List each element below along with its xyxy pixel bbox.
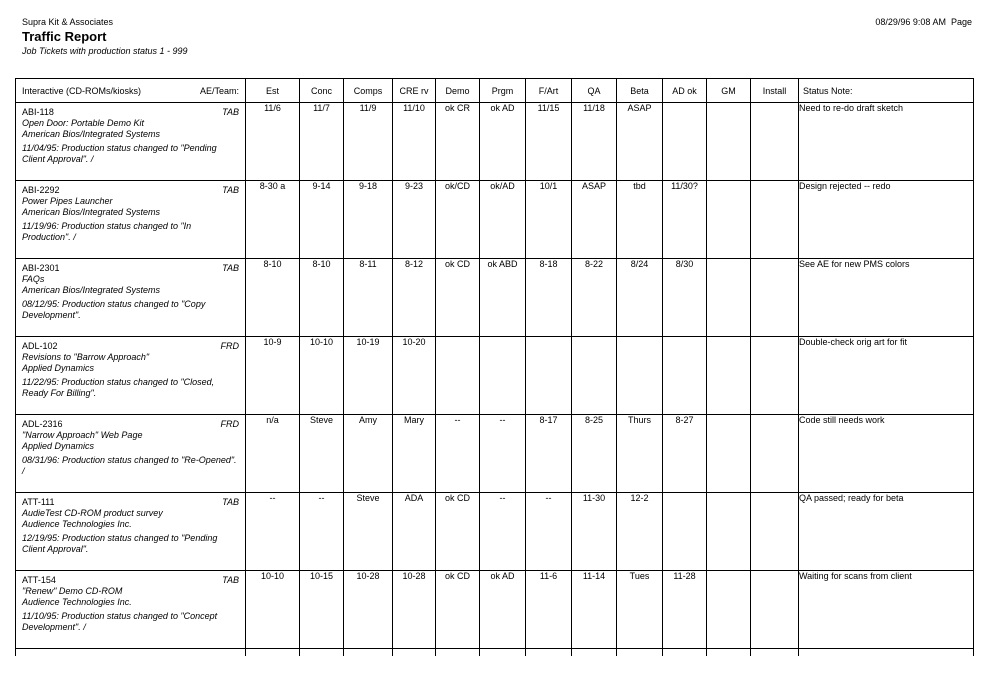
column-header: Conc	[300, 79, 344, 103]
header-row	[16, 79, 974, 103]
empty-cell	[526, 649, 572, 657]
milestone-cell: 8-12	[393, 259, 436, 337]
milestone-cell: --	[480, 493, 526, 571]
table-row	[16, 103, 974, 181]
milestone-cell: 10-10	[300, 337, 344, 415]
milestone-cell: 8/30	[663, 259, 707, 337]
milestone-cell: Tues	[617, 571, 663, 649]
milestone-cell: 10-19	[344, 337, 393, 415]
column-header-category: Interactive (CD-ROMs/kiosks)	[22, 85, 142, 96]
milestone-cell	[707, 415, 751, 493]
job-status-note: 08/31/96: Production status changed to "Re-Opened". /	[22, 455, 237, 476]
job-cell	[16, 415, 246, 493]
job-status-note: 12/19/95: Production status changed to "Pending Client Approval".	[22, 533, 218, 554]
milestone-cell: tbd	[617, 181, 663, 259]
milestone-cell: 8-22	[572, 259, 617, 337]
job-id: ABI-2301	[22, 263, 60, 273]
empty-cell	[246, 649, 300, 657]
status-note-cell: Code still needs work	[799, 415, 974, 493]
milestone-cell: Steve	[300, 415, 344, 493]
empty-cell	[663, 649, 707, 657]
job-name: "Narrow Approach" Web Page	[22, 430, 143, 440]
empty-cell	[480, 649, 526, 657]
company-name: Supra Kit & Associates	[22, 17, 114, 27]
report-datetime: 08/29/96 9:08 AM	[875, 17, 946, 27]
milestone-cell	[663, 337, 707, 415]
milestone-cell: 11/18	[572, 103, 617, 181]
empty-cell	[300, 649, 344, 657]
column-header: Status Note:	[799, 79, 974, 103]
job-cell	[16, 571, 246, 649]
milestone-cell: --	[436, 415, 480, 493]
milestone-cell	[663, 103, 707, 181]
milestone-cell: 8-10	[246, 259, 300, 337]
milestone-cell	[707, 571, 751, 649]
status-note-cell: See AE for new PMS colors	[799, 259, 974, 337]
job-name: Power Pipes Launcher	[22, 196, 113, 206]
job-name: Open Door: Portable Demo Kit	[22, 118, 145, 128]
milestone-cell: Mary	[393, 415, 436, 493]
column-header-job	[16, 79, 246, 103]
milestone-cell: ok/CD	[436, 181, 480, 259]
milestone-cell	[707, 259, 751, 337]
milestone-cell	[751, 493, 799, 571]
job-client: Audience Technologies Inc.	[22, 597, 132, 607]
job-name: FAQs	[22, 274, 45, 284]
milestone-cell	[480, 337, 526, 415]
milestone-cell: ok/AD	[480, 181, 526, 259]
milestone-cell: 12-2	[617, 493, 663, 571]
milestone-cell: 11/6	[246, 103, 300, 181]
traffic-table	[15, 78, 974, 656]
table-row-continued	[16, 649, 974, 657]
job-team: FRD	[220, 419, 239, 429]
job-client: American Bios/Integrated Systems	[22, 285, 161, 295]
job-team: TAB	[222, 263, 239, 273]
job-client: American Bios/Integrated Systems	[22, 207, 161, 217]
job-client: Applied Dynamics	[22, 363, 95, 373]
table-row	[16, 259, 974, 337]
column-header: Est	[246, 79, 300, 103]
report-title: Traffic Report	[22, 29, 107, 44]
job-status-note: 11/04/95: Production status changed to "Pending Client Approval". /	[22, 143, 217, 164]
job-name: AudieTest CD-ROM product survey	[22, 508, 163, 518]
milestone-cell: 11-14	[572, 571, 617, 649]
column-header-team: AE/Team:	[199, 85, 239, 96]
milestone-cell: 11/10	[393, 103, 436, 181]
milestone-cell: 11/9	[344, 103, 393, 181]
milestone-cell: 11-28	[663, 571, 707, 649]
job-id: ADL-2316	[22, 419, 63, 429]
milestone-cell: 10-20	[393, 337, 436, 415]
report-meta	[875, 17, 972, 27]
job-id: ATT-154	[22, 575, 56, 585]
milestone-cell: 11-30	[572, 493, 617, 571]
job-client: American Bios/Integrated Systems	[22, 129, 161, 139]
table-row	[16, 571, 974, 649]
milestone-cell	[751, 415, 799, 493]
empty-cell	[16, 649, 246, 657]
milestone-cell	[751, 259, 799, 337]
page-label: Page	[950, 17, 972, 27]
milestone-cell	[663, 493, 707, 571]
job-status-note: 11/22/95: Production status changed to "Closed, Ready For Billing".	[22, 377, 215, 398]
status-note-cell: Need to re-do draft sketch	[799, 103, 974, 181]
milestone-cell: 10-28	[393, 571, 436, 649]
milestone-cell: 8-18	[526, 259, 572, 337]
milestone-cell: 8-10	[300, 259, 344, 337]
column-header: Demo	[436, 79, 480, 103]
job-id: ADL-102	[22, 341, 58, 351]
job-status-note: 08/12/95: Production status changed to "Copy Development".	[22, 299, 206, 320]
milestone-cell: 8-27	[663, 415, 707, 493]
milestone-cell	[707, 337, 751, 415]
milestone-cell: ok CD	[436, 571, 480, 649]
milestone-cell: 11/7	[300, 103, 344, 181]
milestone-cell	[436, 337, 480, 415]
milestone-cell: n/a	[246, 415, 300, 493]
milestone-cell: 11/15	[526, 103, 572, 181]
milestone-cell: ASAP	[572, 181, 617, 259]
milestone-cell	[707, 493, 751, 571]
milestone-cell: 8-11	[344, 259, 393, 337]
milestone-cell	[707, 103, 751, 181]
column-header: Prgm	[480, 79, 526, 103]
milestone-cell: 11-6	[526, 571, 572, 649]
job-client: Audience Technologies Inc.	[22, 519, 132, 529]
empty-cell	[707, 649, 751, 657]
milestone-cell: 10-10	[246, 571, 300, 649]
status-note-cell: Waiting for scans from client	[799, 571, 974, 649]
column-header: F/Art	[526, 79, 572, 103]
job-cell	[16, 181, 246, 259]
table-row	[16, 493, 974, 571]
milestone-cell: 8-17	[526, 415, 572, 493]
job-cell	[16, 493, 246, 571]
empty-cell	[572, 649, 617, 657]
empty-cell	[799, 649, 974, 657]
empty-cell	[393, 649, 436, 657]
job-team: TAB	[222, 107, 239, 117]
milestone-cell: 9-14	[300, 181, 344, 259]
milestone-cell	[751, 337, 799, 415]
milestone-cell	[707, 181, 751, 259]
job-cell	[16, 103, 246, 181]
report-subtitle: Job Tickets with production status 1 - 999	[22, 46, 188, 56]
table-row	[16, 415, 974, 493]
empty-cell	[344, 649, 393, 657]
job-team: TAB	[222, 497, 239, 507]
job-team: FRD	[220, 341, 239, 351]
column-header: AD ok	[663, 79, 707, 103]
table-row	[16, 181, 974, 259]
column-header: Install	[751, 79, 799, 103]
status-note-cell: Design rejected -- redo	[799, 181, 974, 259]
column-header: Comps	[344, 79, 393, 103]
milestone-cell	[617, 337, 663, 415]
job-name: "Renew" Demo CD-ROM	[22, 586, 123, 596]
milestone-cell	[526, 337, 572, 415]
job-id: ABI-2292	[22, 185, 60, 195]
milestone-cell: Amy	[344, 415, 393, 493]
milestone-cell: 10-9	[246, 337, 300, 415]
milestone-cell: 9-23	[393, 181, 436, 259]
milestone-cell: --	[480, 415, 526, 493]
column-header: QA	[572, 79, 617, 103]
milestone-cell: 10-28	[344, 571, 393, 649]
job-name: Revisions to "Barrow Approach"	[22, 352, 150, 362]
milestone-cell: Thurs	[617, 415, 663, 493]
column-header: GM	[707, 79, 751, 103]
milestone-cell: ok AD	[480, 571, 526, 649]
milestone-cell: ok AD	[480, 103, 526, 181]
milestone-cell: 8-25	[572, 415, 617, 493]
milestone-cell: --	[526, 493, 572, 571]
milestone-cell: 11/30?	[663, 181, 707, 259]
milestone-cell: 10/1	[526, 181, 572, 259]
milestone-cell: ok CR	[436, 103, 480, 181]
status-note-cell: QA passed; ready for beta	[799, 493, 974, 571]
job-cell	[16, 259, 246, 337]
milestone-cell: --	[246, 493, 300, 571]
status-note-cell: Double-check orig art for fit	[799, 337, 974, 415]
empty-cell	[617, 649, 663, 657]
empty-cell	[436, 649, 480, 657]
column-header: CRE rv	[393, 79, 436, 103]
table-row	[16, 337, 974, 415]
job-id: ATT-111	[22, 497, 55, 507]
job-team: TAB	[222, 185, 239, 195]
job-cell	[16, 337, 246, 415]
job-id: ABI-118	[22, 107, 54, 117]
job-team: TAB	[222, 575, 239, 585]
empty-cell	[751, 649, 799, 657]
milestone-cell	[751, 103, 799, 181]
job-status-note: 11/19/96: Production status changed to "In Production". /	[22, 221, 192, 242]
milestone-cell: 8-30 a	[246, 181, 300, 259]
milestone-cell: ok ABD	[480, 259, 526, 337]
milestone-cell: ADA	[393, 493, 436, 571]
table-body	[16, 103, 974, 657]
milestone-cell: 9-18	[344, 181, 393, 259]
milestone-cell: ok CD	[436, 493, 480, 571]
milestone-cell: ASAP	[617, 103, 663, 181]
milestone-cell: 8/24	[617, 259, 663, 337]
milestone-cell	[751, 181, 799, 259]
job-client: Applied Dynamics	[22, 441, 95, 451]
column-header: Beta	[617, 79, 663, 103]
milestone-cell: Steve	[344, 493, 393, 571]
job-status-note: 11/10/95: Production status changed to "Concept Development". /	[22, 611, 218, 632]
milestone-cell: --	[300, 493, 344, 571]
milestone-cell	[751, 571, 799, 649]
milestone-cell	[572, 337, 617, 415]
milestone-cell: 10-15	[300, 571, 344, 649]
milestone-cell: ok CD	[436, 259, 480, 337]
